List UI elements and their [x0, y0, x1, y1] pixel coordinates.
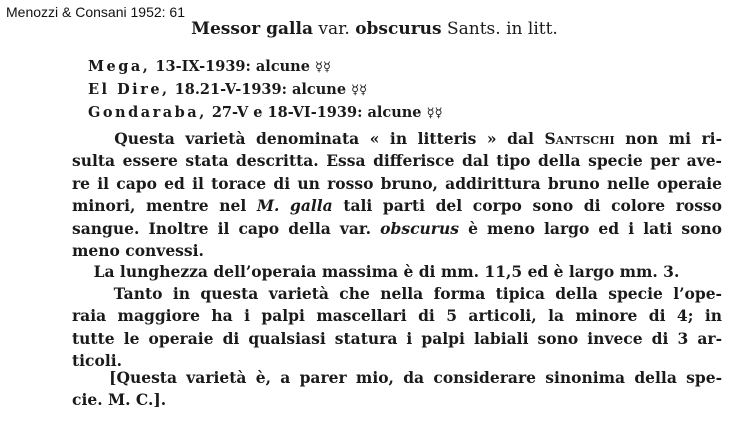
- text-fragment: Questa varietà denominata « in litteris » dal: [114, 129, 545, 148]
- worker-symbol-icon: ☿☿: [315, 60, 331, 75]
- record-row: [88, 102, 443, 125]
- record-locality: El Dire,: [88, 81, 170, 98]
- status-label: in litt.: [506, 19, 558, 39]
- text-line: re il capo ed il torace di un rosso bruno, addirittura bruno nelle operaie: [72, 173, 722, 193]
- text-line: sulta essere stata descritta. Essa differisce dal tipo della specie per ave-: [72, 151, 722, 171]
- source-citation: Menozzi & Consani 1952: 61: [6, 4, 185, 20]
- record-date: 27-V e 18-VI-1939: alcune: [211, 104, 422, 121]
- record-date: 13-IX-1939: alcune: [155, 58, 310, 75]
- text-fragment: Tanto in questa varietà che nella forma tipica della specie l’ope-: [113, 284, 722, 303]
- text-fragment: minori, mentre nel: [72, 196, 257, 216]
- editor-note-paragraph: [72, 367, 722, 412]
- worker-symbol-icon: ☿☿: [351, 83, 368, 98]
- record-locality: Gondaraba,: [88, 104, 207, 121]
- text-line: tutte le operaie di qualsiasi statura i palpi labiali sono invece di 3 ar-: [72, 328, 722, 348]
- text-line: ticoli.: [72, 351, 122, 371]
- text-fragment: non mi ri-: [614, 129, 723, 148]
- species-ref: M. galla: [256, 196, 333, 216]
- record-date: 18.21-V-1939: alcune: [174, 81, 347, 98]
- text-line: [72, 261, 722, 283]
- author-ref: Santschi: [544, 129, 615, 148]
- text-line: [72, 218, 722, 240]
- text-line: [72, 367, 722, 389]
- var-label: var.: [318, 19, 350, 39]
- taxon-name: Messor galla: [191, 19, 313, 39]
- variety-name: obscurus: [355, 19, 442, 39]
- author-name: Sants.: [447, 19, 501, 39]
- worker-symbol-icon: ☿☿: [426, 106, 443, 121]
- record-row: [88, 56, 443, 79]
- record-locality: Mega,: [88, 58, 151, 75]
- variety-ref: obscurus: [380, 218, 459, 238]
- record-row: [88, 79, 443, 102]
- text-fragment: tali parti del corpo sono di colore rosso: [332, 196, 722, 216]
- text-line: [72, 283, 722, 305]
- text-line: [72, 195, 722, 217]
- text-fragment: La lunghezza dell’operaia massima è di mm. 11,5 ed è largo mm. 3.: [93, 262, 680, 281]
- text-fragment: sangue. Inoltre il capo della var.: [72, 218, 381, 238]
- measurement-paragraph: [72, 261, 722, 283]
- description-paragraph: [72, 128, 722, 262]
- text-fragment: [Questa varietà è, a parer mio, da considerare sinonima della spe-: [109, 368, 722, 387]
- text-line: meno convessi.: [72, 240, 204, 260]
- text-line: raia maggiore ha i palpi mascellari di 5 articoli, la minore di 4; in: [72, 306, 722, 326]
- text-line: cie. M. C.].: [72, 390, 167, 410]
- collection-records: [88, 56, 443, 125]
- taxon-heading: [0, 19, 749, 39]
- text-fragment: è meno largo ed i lati sono: [458, 218, 722, 238]
- text-line: [72, 128, 722, 150]
- palps-paragraph: [72, 283, 722, 373]
